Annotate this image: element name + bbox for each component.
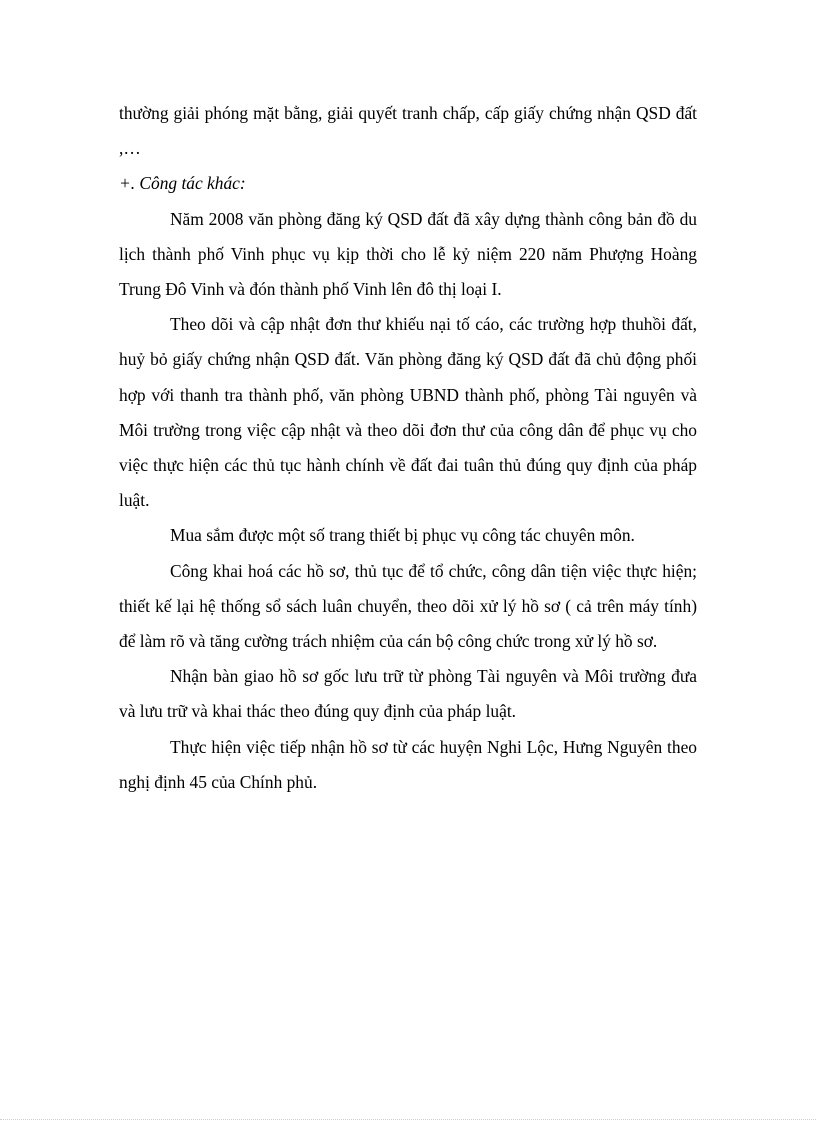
paragraph-equipment-purchase: Mua sắm được một số trang thiết bị phục vụ công tác chuyên môn.	[170, 525, 635, 546]
document-body	[119, 96, 697, 800]
paragraph-continuation: thường giải phóng mặt bằng, giải quyết tranh chấp, cấp giấy chứng nhận QSD đất ,…	[119, 103, 697, 159]
section-heading-other-work: +. Công tác khác:	[119, 173, 246, 194]
paragraph-tourism-map: Năm 2008 văn phòng đăng ký QSD đất đã xây dựng thành công bản đồ du lịch thành phố Vinh phục vụ kịp thời cho lễ kỷ niệm 220 năm Phượng Hoàng Trung Đô Vinh và đón thành phố Vinh lên đô thị loại I.	[119, 208, 697, 300]
page-bottom-divider	[0, 1119, 816, 1120]
paragraph-archive-handover: Nhận bàn giao hồ sơ gốc lưu trữ từ phòng Tài nguyên và Môi trường đưa và lưu trữ và khai thác theo đúng quy định của pháp luật.	[119, 666, 697, 722]
paragraph-complaints-tracking: Theo dõi và cập nhật đơn thư khiếu nại tố cáo, các trường hợp thuhồi đất, huỷ bỏ giấy chứng nhận QSD đất. Văn phòng đăng ký QSD đất đã chủ động phối hợp với thanh tra thành phố, văn phòng UBND thành phố, phòng Tài nguyên và Môi trường trong việc cập nhật và theo dõi đơn thư của công dân để phục vụ cho việc thực hiện các thủ tục hành chính về đất đai tuân thủ đúng quy định của pháp luật.	[119, 314, 697, 511]
paragraph-district-intake: Thực hiện việc tiếp nhận hồ sơ từ các huyện Nghi Lộc, Hưng Nguyên theo nghị định 45 của Chính phủ.	[119, 736, 697, 792]
paragraph-public-disclosure: Công khai hoá các hồ sơ, thủ tục để tổ chức, công dân tiện việc thực hiện; thiết kế lại hệ thống sổ sách luân chuyển, theo dõi xử lý hồ sơ ( cả trên máy tính) để làm rõ và tăng cường trách nhiệm của cán bộ công chức trong xử lý hồ sơ.	[119, 560, 697, 652]
